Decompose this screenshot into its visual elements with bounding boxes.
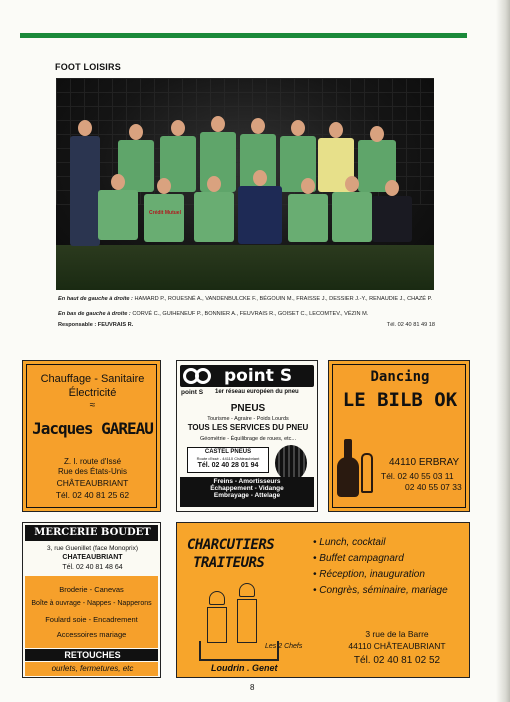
mercerie-items-box <box>25 576 158 648</box>
chef-hat-icon <box>209 591 225 605</box>
chef-figure <box>237 599 257 643</box>
mercerie-item: Foulard soie - Encadrement <box>45 615 138 624</box>
pitch-grass <box>56 245 434 290</box>
player <box>332 192 372 242</box>
caption-responsable-label: Responsable : <box>58 322 97 328</box>
ad-dancing <box>328 360 470 512</box>
green-header-rule <box>20 33 467 38</box>
player-head <box>111 174 125 190</box>
player <box>194 192 234 242</box>
charcutiers-title2: TRAITEURS <box>193 555 265 571</box>
player-head <box>129 124 143 140</box>
team-photo <box>56 78 434 290</box>
dancing-tel2: 02 40 55 07 33 <box>405 482 462 492</box>
bottle-icon <box>337 439 359 497</box>
section-title: FOOT LOISIRS <box>55 62 121 72</box>
player <box>70 136 100 246</box>
dancing-tel1: Tél. 02 40 55 03 11 <box>381 471 454 481</box>
points-services: TOUS LES SERVICES DU PNEU <box>187 423 309 432</box>
dancing-name: LE BILB OK <box>342 389 458 411</box>
mercerie-band-sub: ourlets, fermetures, etc <box>51 664 134 673</box>
chef-figure <box>207 607 227 643</box>
mercerie-item: Broderie - Canevas <box>59 585 124 594</box>
gareau-addr2: Rue des États-Unis <box>58 467 127 476</box>
player-head <box>345 176 359 192</box>
dancing-city: 44110 ERBRAY <box>389 457 460 468</box>
player <box>98 190 138 240</box>
charcutiers-tel: Tél. 02 40 81 02 52 <box>353 655 441 666</box>
player <box>372 196 412 242</box>
points-band2: Échappement - Vidange <box>210 485 284 492</box>
bottle-neck <box>344 439 352 459</box>
points-logo-circles-icon <box>195 368 211 384</box>
caption-bottom-row <box>58 311 453 318</box>
points-band1: Freins - Amortisseurs <box>213 478 281 485</box>
ad-mercerie <box>22 522 161 678</box>
points-logo <box>180 365 314 387</box>
points-band3: Embrayage - Attelage <box>213 492 281 499</box>
points-castel: CASTEL PNEUS <box>204 449 252 455</box>
mercerie-item: Accessoires mariage <box>56 630 127 639</box>
charcutiers-brand: Loudrin . Genet <box>211 663 278 673</box>
player-head <box>370 126 384 142</box>
glass-icon <box>361 453 373 493</box>
caption-bottom-names: CORVÉ C., GUIHENEUF P., BONNIER A., FEUVRAIS R., GOISET C., LECOMTEV., VÉZIN M. <box>132 311 369 317</box>
chef-hat-icon <box>239 583 255 597</box>
player-head <box>329 122 343 138</box>
points-castel-tel: Tél. 02 40 28 01 94 <box>197 462 259 469</box>
gareau-line1: Chauffage - Sanitaire <box>40 373 145 385</box>
points-castel-box <box>187 447 269 473</box>
gareau-line2: Électricité <box>68 387 117 399</box>
dancing-title: Dancing <box>370 369 430 385</box>
gareau-name: Jacques GAREAU <box>32 419 153 438</box>
points-sub2: Géométrie - Équilibrage de roues, etc... <box>200 436 296 442</box>
mercerie-item: Boîte à ouvrage - Nappes - Napperons <box>31 600 152 607</box>
ad-charcutiers <box>176 522 470 678</box>
charcutiers-title1: CHARCUTIERS <box>187 537 275 553</box>
player-head <box>253 170 267 186</box>
charcutiers-service: • Buffet campagnard <box>313 553 404 564</box>
page-edge-shadow <box>496 0 510 702</box>
page-number: 8 <box>250 683 255 692</box>
points-logo-small: point S <box>181 389 204 396</box>
charcutiers-addr2: 44110 CHÂTEAUBRIANT <box>348 641 446 651</box>
points-castel-addr: Route d'Issé - 44110 Châteaubriant <box>196 456 260 461</box>
charcutiers-service: • Réception, inauguration <box>313 569 425 580</box>
caption-responsable <box>58 322 133 329</box>
player-head <box>291 120 305 136</box>
player <box>288 194 328 242</box>
chefs-illustration <box>197 583 297 665</box>
player-head <box>207 176 221 192</box>
shirt-sponsor: Crédit Mutuel <box>149 210 181 216</box>
player-head <box>301 178 315 194</box>
charcutiers-service: • Lunch, cocktail <box>313 537 386 548</box>
bottle-body <box>337 457 359 497</box>
points-band <box>180 477 314 507</box>
mercerie-title: MERCERIE BOUDET <box>34 527 151 538</box>
player-head <box>251 118 265 134</box>
points-sub1: Tourisme - Agraire - Poids Lourds <box>207 416 289 422</box>
player-head <box>78 120 92 136</box>
caption-top-names: HAMARD P., ROUESNÉ A., VANDENBULCKE F., BÉGOUIN M., FRAISSE J., DESSIER J.-Y., RENAUDIE J., CHAZÉ P. <box>134 296 433 302</box>
gareau-separator: ≈ <box>89 400 96 411</box>
charcutiers-addr1: 3 rue de la Barre <box>365 629 429 639</box>
charcutiers-service: • Congrès, séminaire, mariage <box>313 585 448 596</box>
mercerie-band-text: RETOUCHES <box>64 650 121 660</box>
caption-top-row <box>58 296 453 303</box>
ad-gareau <box>22 360 161 512</box>
caption-bottom-label: En bas de gauche à droite : <box>58 311 131 317</box>
ad-points <box>176 360 318 512</box>
points-logo-text: point S <box>224 366 293 386</box>
charcutiers-chefs: Les 2 Chefs <box>265 643 303 650</box>
points-heading: PNEUS <box>230 403 266 414</box>
player <box>144 194 184 242</box>
player-head <box>211 116 225 132</box>
player-head <box>157 178 171 194</box>
gareau-tel: Tél. 02 40 81 25 62 <box>55 490 130 500</box>
points-tagline: 1er réseau européen du pneu <box>215 389 299 395</box>
mercerie-tel: Tél. 02 40 81 48 64 <box>62 564 123 571</box>
tyre-icon <box>275 445 307 481</box>
mercerie-city: CHATEAUBRIANT <box>62 554 123 561</box>
player-head <box>385 180 399 196</box>
caption-responsable-name: FEUVRAIS R. <box>97 322 134 328</box>
mercerie-addr: 3, rue Guenillet (face Monoprix) <box>46 545 139 552</box>
caption-tel: Tél. 02 40 81 49 18 <box>386 322 435 328</box>
caption-top-label: En haut de gauche à droite : <box>58 296 133 302</box>
player-head <box>171 120 185 136</box>
gareau-city: CHÂTEAUBRIANT <box>56 478 129 488</box>
gareau-addr1: Z. I. route d'Issé <box>63 457 122 466</box>
player <box>238 186 282 244</box>
